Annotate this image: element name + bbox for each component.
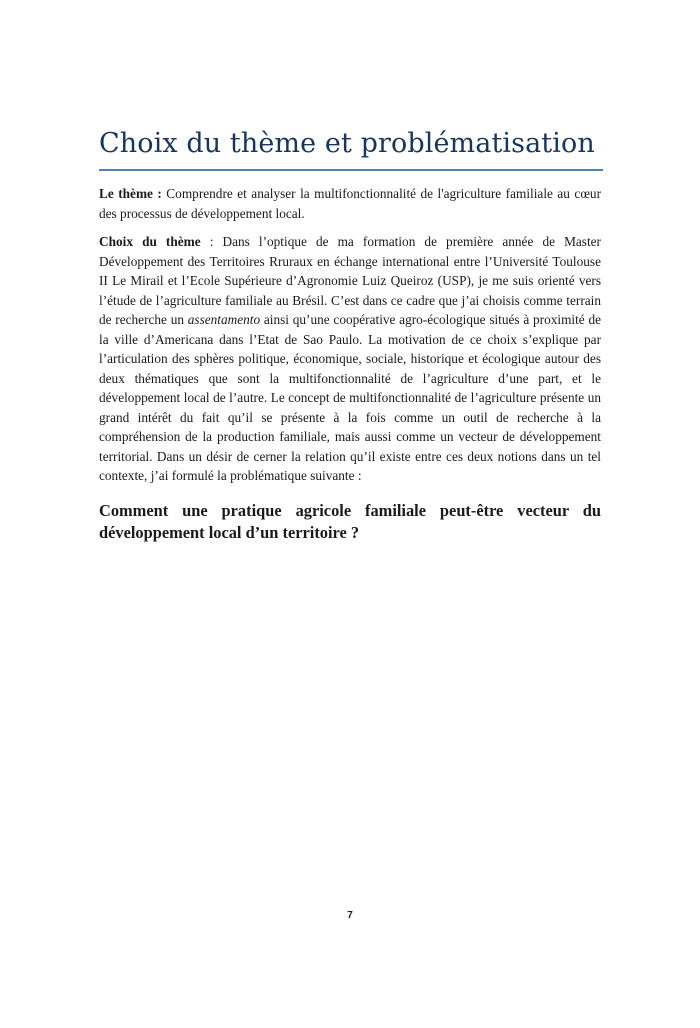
choice-text-before: : Dans l’optique de ma formation de première année de Master Développement des Territoires Rruraux en échange international entre l’Université Toulouse II Le Mirail et l’Ecole Supérieure d’Agronomie Luiz Queiroz (USP), je me suis orienté vers l’étude de l’agriculture familiale au Brésil. C’est dans ce cadre que j’ai choisis comme terrain de recherche un <box>99 234 601 327</box>
choice-italic-term: assentamento <box>187 312 261 327</box>
theme-text: Comprendre et analyser la multifonctionnalité de l'agriculture familiale au cœur des processus de développement local. <box>99 186 601 221</box>
theme-label: Le thème : <box>99 186 162 201</box>
research-question: Comment une pratique agricole familiale peut-être vecteur du développement local d’un territoire ? <box>99 501 601 542</box>
choice-paragraph <box>99 232 601 486</box>
theme-paragraph <box>99 184 601 223</box>
page-number: 7 <box>347 910 353 921</box>
title-underline <box>99 169 603 171</box>
page-title: Choix du thème et problématisation <box>99 128 595 159</box>
choice-label: Choix du thème <box>99 234 201 249</box>
choice-text-after: ainsi qu’une coopérative agro-écologique situés à proximité de la ville d’Americana dans l’Etat de Sao Paulo. La motivation de ce choix s’explique par l’articulation des sphères politique, économique, sociale, historique et écologique autour des deux thématiques que sont la multifonctionnalité de l’agriculture d’une part, et le développement local de l’autre. Le concept de multifonctionnalité de l’agriculture présente un grand intérêt du fait qu’il se présente à la fois comme un outil de recherche à la compréhension de la production familiale, mais aussi comme un vecteur de développement territorial. Dans un désir de cerner la relation qu’il existe entre ces deux notions dans un tel contexte, j’ai formulé la problématique suivante : <box>99 312 601 483</box>
